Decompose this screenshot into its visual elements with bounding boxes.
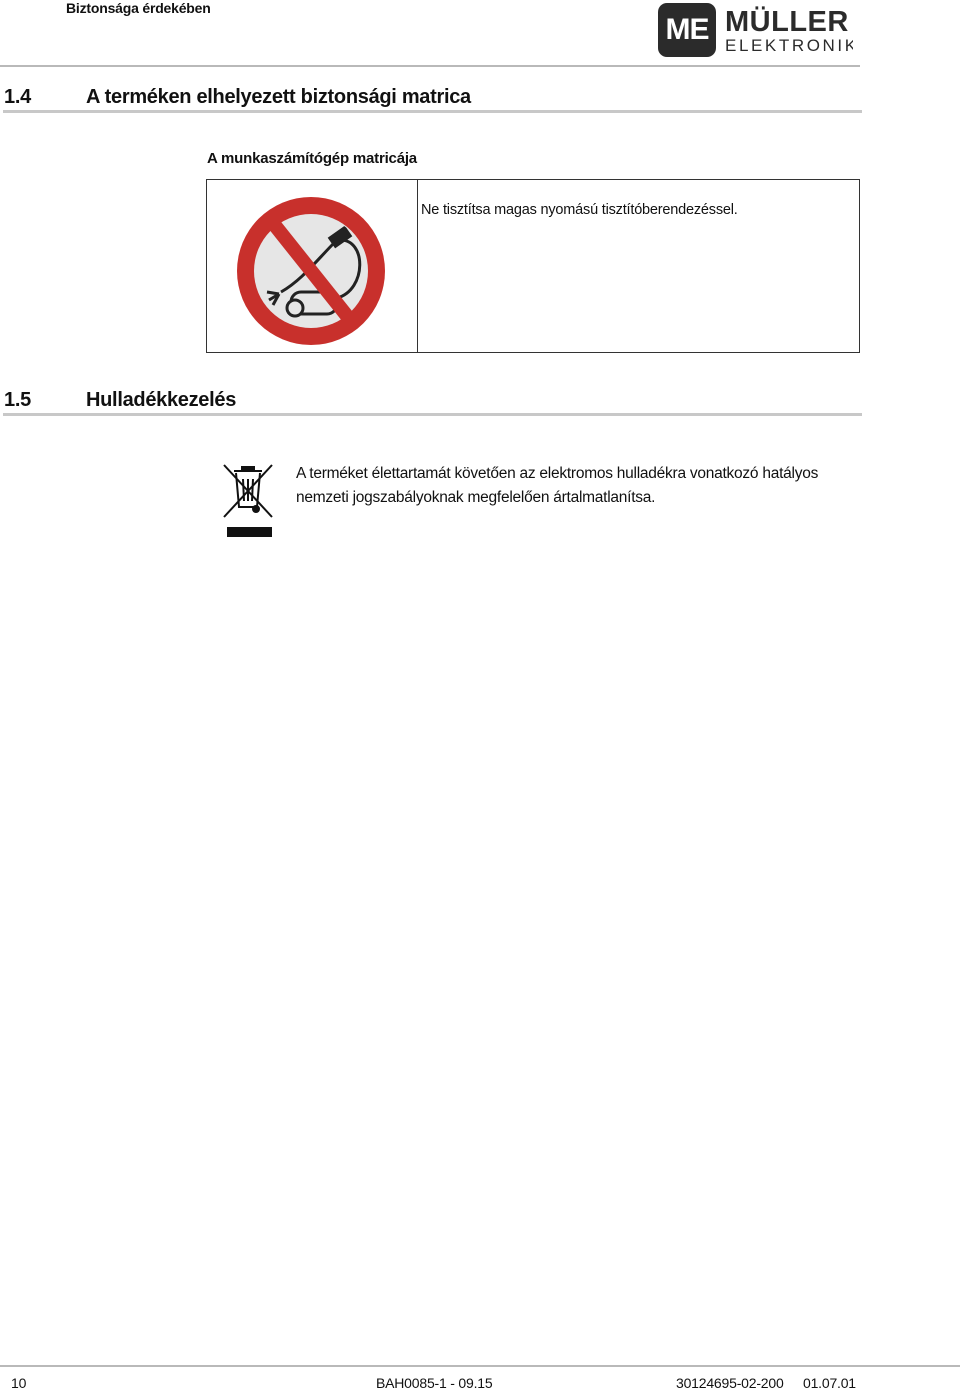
label-subheading: A munkaszámítógép matricája bbox=[207, 150, 417, 167]
disposal-text: A terméket élettartamát követően az elektromos hulladékra vonatkozó hatályos nemzeti jogszabályoknak megfelelően ártalmatlanítsa. bbox=[296, 465, 819, 506]
logo-name: MÜLLER bbox=[725, 6, 849, 38]
header-title: Biztonsága érdekében bbox=[66, 0, 211, 16]
section-rule bbox=[3, 110, 862, 113]
safety-label-table bbox=[206, 179, 860, 353]
section-rule bbox=[3, 413, 862, 416]
section-title: A terméken elhelyezett biztonsági matrica bbox=[86, 86, 471, 108]
logo-mark: ME bbox=[665, 13, 709, 46]
label-image-cell bbox=[207, 180, 418, 352]
muller-elektronik-logo bbox=[657, 2, 853, 58]
logo-sub: ELEKTRONIK bbox=[725, 36, 853, 55]
section-title: Hulladékkezelés bbox=[86, 389, 237, 411]
footer-document-id: BAH0085-1 - 09.15 bbox=[376, 1375, 493, 1391]
footer-part-number: 30124695-02-200 bbox=[676, 1375, 784, 1391]
no-high-pressure-cleaner-icon bbox=[207, 180, 417, 352]
footer-version: 01.07.01 bbox=[803, 1375, 856, 1391]
crossed-out-wheelie-bin-icon bbox=[222, 461, 274, 539]
section-number: 1.4 bbox=[4, 86, 31, 108]
header-rule bbox=[0, 65, 860, 67]
footer-rule bbox=[0, 1365, 960, 1367]
section-number: 1.5 bbox=[4, 389, 31, 411]
footer-page-number: 10 bbox=[11, 1375, 27, 1391]
label-text: Ne tisztítsa magas nyomású tisztítóberendezéssel. bbox=[421, 202, 738, 218]
